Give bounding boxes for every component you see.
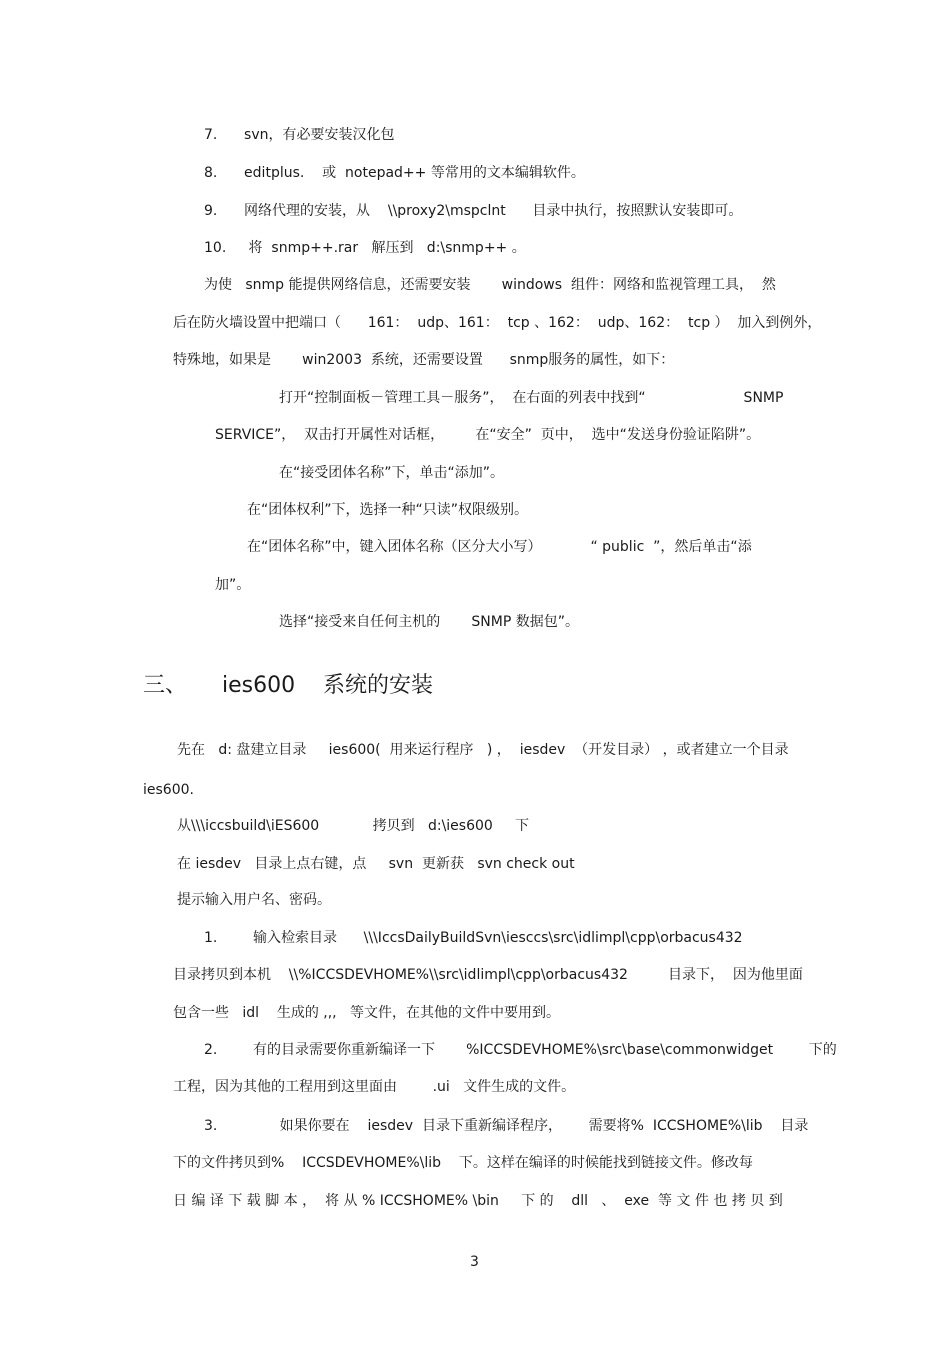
list-item-10: 10. 将 snmp++.rar 解压到 d:\snmp++ 。	[204, 240, 526, 256]
list-item-7: 7. svn，有必要安装汉化包	[204, 127, 395, 143]
instruction-community-name-cont: 加”。	[215, 577, 251, 593]
instruction-accept-any-host: 选择“接受来自任何主机的 SNMP 数据包”。	[279, 614, 579, 630]
step-1-cont-1: 目录拷贝到本机 \\%ICCSDEVHOME%\\src\idlimpl\cpp\orbacus432 目录下， 因为他里面	[173, 967, 803, 983]
paragraph-create-dirs-cont: ies600.	[143, 782, 194, 798]
step-3-cont-2: 日 编 译 下 载 脚 本 ， 将 从 % ICCSHOME% \bin 下 的 dll 、 exe 等 文 件 也 拷 贝 到	[173, 1193, 783, 1209]
page-number: 3	[470, 1254, 479, 1270]
paragraph-create-dirs: 先在 d: 盘建立目录 ies600( 用来运行程序 ) ， iesdev （开发目录） ，或者建立一个目录	[177, 742, 789, 758]
paragraph-snmp-line-3: 特殊地，如果是 win2003 系统，还需要设置 snmp服务的属性，如下：	[173, 352, 675, 368]
instruction-open-services-cont: SERVICE”， 双击打开属性对话框， 在“安全” 页中， 选中“发送身份验证陷阱”。	[215, 427, 761, 443]
section-heading: 三、 ies600 系统的安装	[143, 673, 434, 698]
step-3: 3. 如果你要在 iesdev 目录下重新编译程序， 需要将% ICCSHOME%\lib 目录	[204, 1118, 809, 1134]
instruction-accept-community: 在“接受团体名称”下，单击“添加”。	[279, 465, 505, 481]
list-item-8: 8. editplus. 或 notepad++ 等常用的文本编辑软件。	[204, 165, 585, 181]
list-item-9: 9. 网络代理的安装，从 \\proxy2\mspclnt 目录中执行，按照默认安装即可。	[204, 203, 743, 219]
step-1: 1. 输入检索目录 \\\IccsDailyBuildSvn\iesccs\src\idlimpl\cpp\orbacus432	[204, 930, 743, 946]
step-2-cont: 工程，因为其他的工程用到这里面由 .ui 文件生成的文件。	[173, 1079, 576, 1095]
paragraph-copy: 从\\\iccsbuild\iES600 拷贝到 d:\ies600 下	[177, 818, 530, 834]
instruction-community-name: 在“团体名称”中，键入团体名称（区分大小写） “ public ”，然后单击“添	[247, 539, 752, 555]
paragraph-snmp-line-1: 为使 snmp 能提供网络信息，还需要安装 windows 组件：网络和监视管理工具， 然	[204, 277, 776, 293]
paragraph-snmp-line-2: 后在防火墙设置中把端口（ 161： udp、161： tcp 、162： udp、162： tcp ） 加入到例外，	[173, 315, 822, 331]
instruction-open-services: 打开“控制面板－管理工具－服务”， 在右面的列表中找到“ SNMP	[279, 390, 784, 406]
paragraph-credentials: 提示输入用户名、密码。	[177, 892, 331, 908]
instruction-community-rights: 在“团体权利”下，选择一种“只读”权限级别。	[247, 502, 529, 518]
step-3-cont-1: 下的文件拷贝到% ICCSDEVHOME%\lib 下。这样在编译的时候能找到链接文件。修改每	[173, 1155, 753, 1171]
step-2: 2. 有的目录需要你重新编译一下 %ICCSDEVHOME%\src\base\commonwidget 下的	[204, 1042, 837, 1058]
step-1-cont-2: 包含一些 idl 生成的 ,,, 等文件，在其他的文件中要用到。	[173, 1005, 560, 1021]
paragraph-svn-checkout: 在 iesdev 目录上点右键，点 svn 更新获 svn check out	[177, 856, 575, 872]
